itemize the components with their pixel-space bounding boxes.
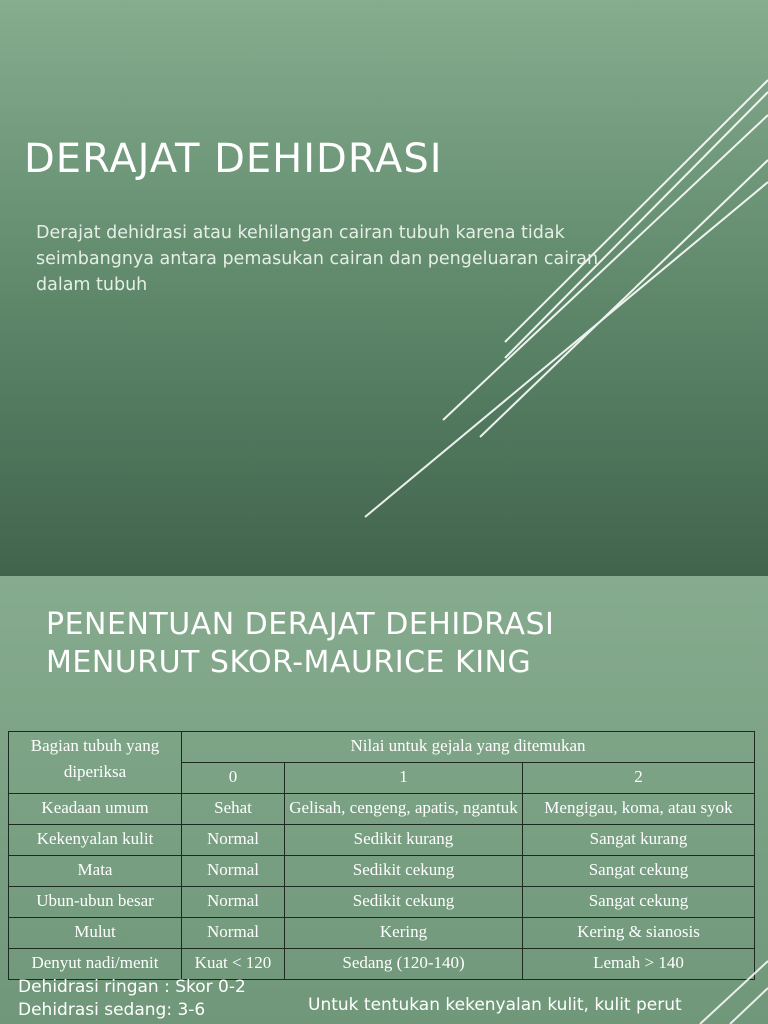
header-body-part: Bagian tubuh yang diperiksa <box>9 732 182 794</box>
cell-score-0: Normal <box>182 918 285 949</box>
cell-score-1: Sedikit kurang <box>285 825 523 856</box>
cell-score-1: Kering <box>285 918 523 949</box>
section-title-line2: MENURUT SKOR-MAURICE KING <box>46 645 532 680</box>
score-label-0: 0 <box>182 763 285 794</box>
cell-part: Mulut <box>9 918 182 949</box>
deco-line-7 <box>730 988 768 1024</box>
decorative-lines <box>0 576 768 1024</box>
cell-score-1: Gelisah, cengeng, apatis, ngantuk <box>285 794 523 825</box>
cell-part: Kekenyalan kulit <box>9 825 182 856</box>
cell-score-2: Sangat kurang <box>523 825 755 856</box>
deco-line-4 <box>480 160 768 437</box>
cell-part: Mata <box>9 856 182 887</box>
cell-score-1: Sedikit cekung <box>285 856 523 887</box>
legend-mild: Dehidrasi ringan : Skor 0-2 <box>18 977 246 997</box>
cell-part: Ubun-ubun besar <box>9 887 182 918</box>
slide-skor-maurice-king <box>0 576 768 1024</box>
section-title-line1: PENENTUAN DERAJAT DEHIDRASI <box>46 607 555 642</box>
cell-part: Denyut nadi/menit <box>9 949 182 980</box>
score-label-2: 2 <box>523 763 755 794</box>
page-title: DERAJAT DEHIDRASI <box>24 136 443 182</box>
cell-score-2: Sangat cekung <box>523 856 755 887</box>
cell-score-2: Lemah > 140 <box>523 949 755 980</box>
cell-score-2: Sangat cekung <box>523 887 755 918</box>
cell-score-2: Kering & sianosis <box>523 918 755 949</box>
legend-moderate: Dehidrasi sedang: 3-6 <box>18 1000 206 1020</box>
cell-part: Keadaan umum <box>9 794 182 825</box>
cell-score-0: Kuat < 120 <box>182 949 285 980</box>
cell-score-0: Sehat <box>182 794 285 825</box>
cell-score-0: Normal <box>182 825 285 856</box>
skin-elasticity-note: Untuk tentukan kekenyalan kulit, kulit perut <box>308 995 682 1015</box>
header-value-group: Nilai untuk gejala yang ditemukan <box>182 732 755 763</box>
cell-score-1: Sedikit cekung <box>285 887 523 918</box>
score-label-1: 1 <box>285 763 523 794</box>
definition-text: Derajat dehidrasi atau kehilangan cairan tubuh karena tidak seimbangnya antara pemasukan cairan dan pengeluaran cairan dalam tubuh <box>36 223 599 295</box>
deco-line-2 <box>505 80 768 342</box>
cell-score-2: Mengigau, koma, atau syok <box>523 794 755 825</box>
cell-score-0: Normal <box>182 856 285 887</box>
deco-line-6 <box>700 961 768 1024</box>
cell-score-1: Sedang (120-140) <box>285 949 523 980</box>
cell-score-0: Normal <box>182 887 285 918</box>
